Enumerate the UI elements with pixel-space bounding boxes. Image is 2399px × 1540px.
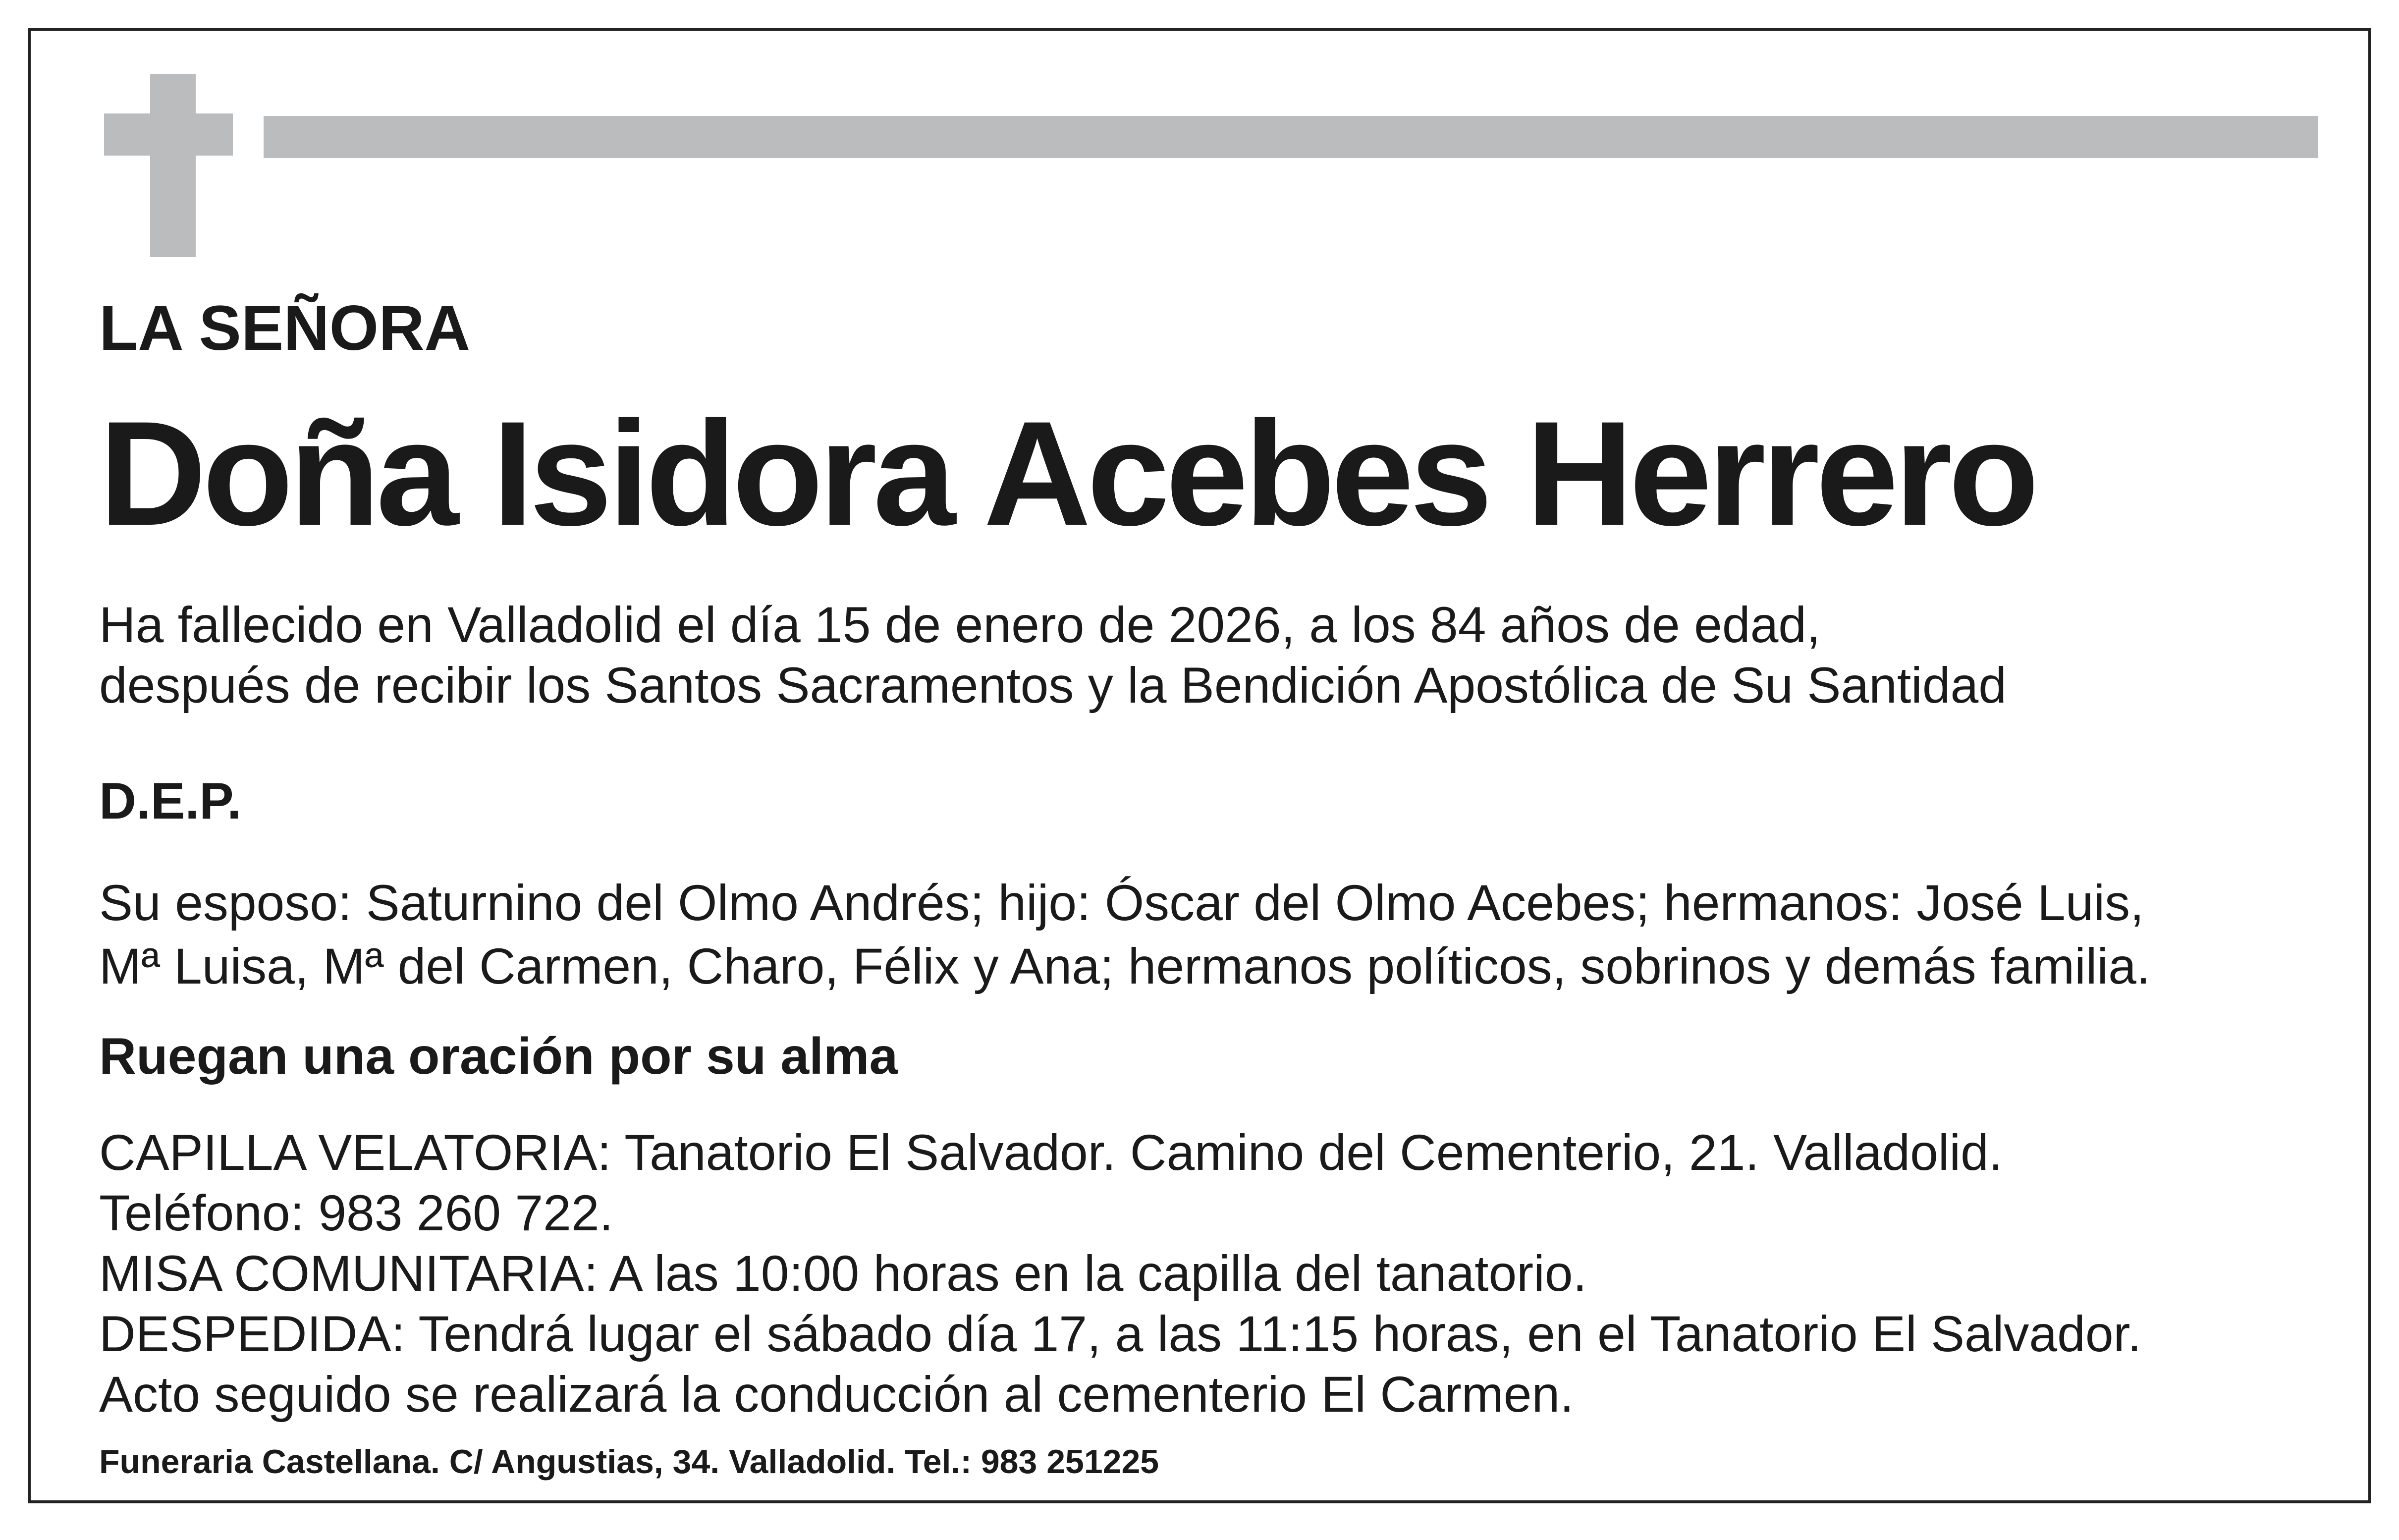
service-line: Teléfono: 983 260 722. xyxy=(99,1185,613,1241)
header-divider-bar xyxy=(264,116,2318,158)
funeral-home-footer: Funeraria Castellana. C/ Angustias, 34. Valladolid. Tel.: 983 251225 xyxy=(99,1443,1159,1481)
deceased-name: Doña Isidora Acebes Herrero xyxy=(99,390,2035,556)
cross-horizontal-bar xyxy=(104,113,233,156)
family-list xyxy=(99,871,2150,998)
cross-vertical-bar xyxy=(150,74,196,257)
service-line: Acto seguido se realizará la conducción al cementerio El Carmen. xyxy=(99,1366,1574,1423)
announcement-line: después de recibir los Santos Sacramentos y la Bendición Apostólica de Su Santidad xyxy=(99,657,2007,714)
family-line: Su esposo: Saturnino del Olmo Andrés; hijo: Óscar del Olmo Acebes; hermanos: José Luis, xyxy=(99,875,2144,931)
service-details xyxy=(99,1122,2141,1425)
prayer-request: Ruegan una oración por su alma xyxy=(99,1028,898,1085)
death-announcement xyxy=(99,595,2007,715)
service-line: DESPEDIDA: Tendrá lugar el sábado día 17, a las 11:15 horas, en el Tanatorio El Salvador. xyxy=(99,1306,2142,1362)
service-line: MISA COMUNITARIA: A las 10:00 horas en la capilla del tanatorio. xyxy=(99,1245,1587,1302)
service-line: CAPILLA VELATORIA: Tanatorio El Salvador. Camino del Cementerio, 21. Valladolid. xyxy=(99,1124,2003,1181)
dep-abbreviation: D.E.P. xyxy=(99,772,242,830)
cross-icon xyxy=(104,74,233,257)
title-prefix: LA SEÑORA xyxy=(99,293,471,364)
family-line: Mª Luisa, Mª del Carmen, Charo, Félix y Ana; hermanos políticos, sobrinos y demás familia. xyxy=(99,938,2151,994)
announcement-line: Ha fallecido en Valladolid el día 15 de enero de 2026, a los 84 años de edad, xyxy=(99,597,1821,653)
